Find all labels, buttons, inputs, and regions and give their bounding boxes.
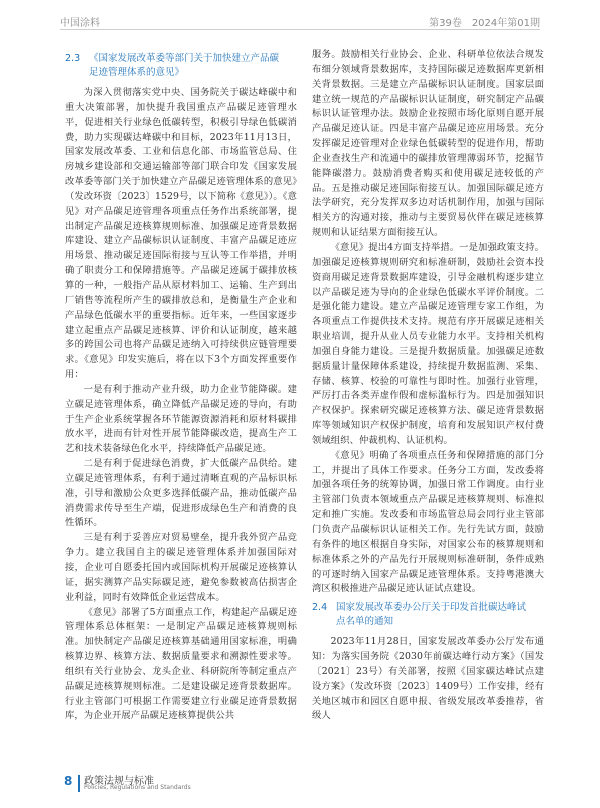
section-number: 2.4 — [312, 602, 328, 614]
page-number: 8 — [64, 774, 73, 788]
journal-name: 中国涂料 — [60, 18, 100, 29]
header-divider — [60, 29, 540, 30]
section-heading-2-4 — [312, 601, 544, 629]
section-title-line2: 足迹管理体系的意见》 — [89, 67, 185, 78]
body-paragraph: 《意见》明确了各项重点任务和保障措施的部门分工，并提出了具体工作要求。任务分工方面，发改委将加强各项任务的统筹协调，加强日常工作调度。由行业主管部门负责本领域重点产品碳足迹核算规则、标准拟定和推广实施。发改委和市场监管总局会同行业主管部门负责产品碳标识认证相关工作。先行先试方面，鼓励有条件的地区根据自身实际，对国家公布的核算规则和标准体系之外的产品先行开展规则标准研制，条件成熟的可逐时纳入国家产品碳足迹管理体系。支持粤港澳大湾区积极推进产品碳足迹认证试点建设。 — [312, 449, 544, 595]
body-paragraph: 三是有利于妥善应对贸易壁垒，提升我外贸产品竞争力。建立我国自主的碳足迹管理体系并加强国际对接，企业可自愿委托国内或国际机构开展碳足迹核算认证，据实测算产品实际碳足迹，避免参数被高估损害企业利益，同时有效降低企业运营成本。 — [65, 532, 297, 603]
section-title-line1: 《国家发展改革委等部门关于加快建立产品碳 — [89, 53, 280, 64]
section-title-line1: 国家发展改革委办公厅关于印发首批碳达峰试 — [336, 602, 527, 614]
right-column — [312, 48, 544, 724]
column-subtitle: Policies, Regulations and Standards — [84, 784, 191, 791]
body-paragraph: 《意见》部署了5方面重点工作，构建起产品碳足迹管理体系总体框架：一是制定产品碳足迹核算规则标准。加快制定产品碳足迹核算基础通用国家标准，明确核算边界、核算方法、数据质量要求和溯源性要求等。组织有关行业协会、龙头企业、科研院所等制定重点产品碳足迹核算规则标准。二是建设碳足迹背景数据库。行业主管部门可根据工作需要建立行业碳足迹背景数据库，为企业开展产品碳足迹核算提供公共 — [65, 606, 297, 722]
body-paragraph: 《意见》提出4方面支持举措。一是加强政策支持。加强碳足迹核算规则研究和标准研制，鼓励社会资本投资商用碳足迹背景数据库建设，引导金融机构逐步建立以产品碳足迹为导向的企业绿色低碳水平评价制度。二是强化能力建设。建立产品碳足迹管理专家工作组，为各项重点工作提供技术支持。规范有序开展碳足迹相关职业培训，提升从业人员专业能力水平。支持相关机构加强自身能力建设。三是提升数据质量。加强碳足迹数据质量计量保障体系建设，持续提升数据监测、采集、存储、核算、校验的可靠性与即时性。加强行业管理，严厉打击各类弄虚作假和虚标滥标行为。四是加强知识产权保护。探索研究碳足迹核算方法、碳足迹背景数据库等领域知识产权保护制度，培育和发展知识产权付费领域组织、仲裁机构、认证机构。 — [312, 241, 544, 446]
issue-info: 第39卷 2024年第01期 — [429, 18, 540, 29]
body-paragraph: 2023年11月28日，国家发展改革委办公厅发布通知：为落实国务院《2030年前碳达峰行动方案》（国发〔2021〕23号）有关部署，按照《国家碳达峰试点建设方案》（发改环资〔2023〕1409号）工作安排，经有关地区城市和园区自愿申报、省级发展改革委推荐，省级人 — [312, 636, 544, 722]
footer-accent-bar — [78, 775, 80, 792]
section-title-line2: 点名单的通知 — [336, 616, 394, 628]
body-paragraph: 二是有利于促进绿色消费，扩大低碳产品供给。建立碳足迹管理体系，有利于通过清晰直观的产品标识标准，引导和激励公众更多选择低碳产品，推动低碳产品消费需求传导至生产端，促进形成绿色生产和消费的良性循环。 — [65, 458, 297, 529]
left-column — [65, 48, 297, 724]
body-paragraph: 服务。鼓励相关行业协会、企业、科研单位依法合规发布细分领域背景数据库，支持国际碳足迹数据库更新相关背景数据。三是建立产品碳标识认证制度。国家层面建立统一规范的产品碳标识认证制度，研究制定产品碳标识认证管理办法。鼓励企业按照市场化原则自愿开展产品碳足迹认证。四是丰富产品碳足迹应用场景。充分发挥碳足迹管理对企业绿色低碳转型的促进作用，帮助企业查找生产和流通中的碳排放管理薄弱环节，挖掘节能降碳潜力。鼓励消费者购买和使用碳足迹较低的产品。五是推动碳足迹国际衔接互认。加强国际碳足迹方法学研究，充分发挥双多边对话机制作用，加强与国际相关方的沟通对接，推动与主要贸易伙伴在碳足迹核算规则和认证结果方面衔接互认。 — [312, 49, 544, 239]
section-number: 2.3 — [65, 53, 81, 64]
body-paragraph: 一是有利于推动产业升级，助力企业节能降碳。建立碳足迹管理体系，确立降低产品碳足迹的导向，有助于生产企业系统掌握各环节能源资源消耗和原材料碳排放水平，进而有针对性开展节能降碳改造，提高生产工艺和技术装备绿色化水平，持续降低产品碳足迹。 — [65, 383, 297, 455]
section-heading-2-3 — [65, 52, 297, 80]
body-paragraph: 为深入贯彻落实党中央、国务院关于碳达峰碳中和重大决策部署，加快提升我国重点产品碳足迹管理水平，促进相关行业绿色低碳转型，积极引导绿色低碳消费，助力实现碳达峰碳中和目标，2023年11月13日，国家发展改革委、工业和信息化部、市场监管总局、住房城乡建设部和交通运输部等部门联合印发《国家发展改革委等部门关于加快建立产品碳足迹管理体系的意见》（发改环资〔2023〕1529号，以下简称《意见》）。《意见》对产品碳足迹管理各项重点任务作出系统部署，提出制定产品碳足迹核算规则标准、加强碳足迹背景数据库建设、建立产品碳标识认证制度、丰富产品碳足迹应用场景、推动碳足迹国际衔接与互认等工作举措，并明确了职责分工和保障措施等。产品碳足迹属于碳排放核算的一种，一般指产品从原材料加工、运输、生产到出厂销售等流程所产生的碳排放总和，是衡量生产企业和产品绿色低碳水平的重要指标。近年来，一些国家逐步建立起重点产品碳足迹核算、评价和认证制度，越来越多的跨国公司也将产品碳足迹纳入可持续供应链管理要求。《意见》印发实施后，将在以下3个方面发挥重要作用： — [65, 87, 297, 381]
running-header — [60, 14, 540, 28]
column-title: 政策法规与标准 — [84, 776, 154, 787]
